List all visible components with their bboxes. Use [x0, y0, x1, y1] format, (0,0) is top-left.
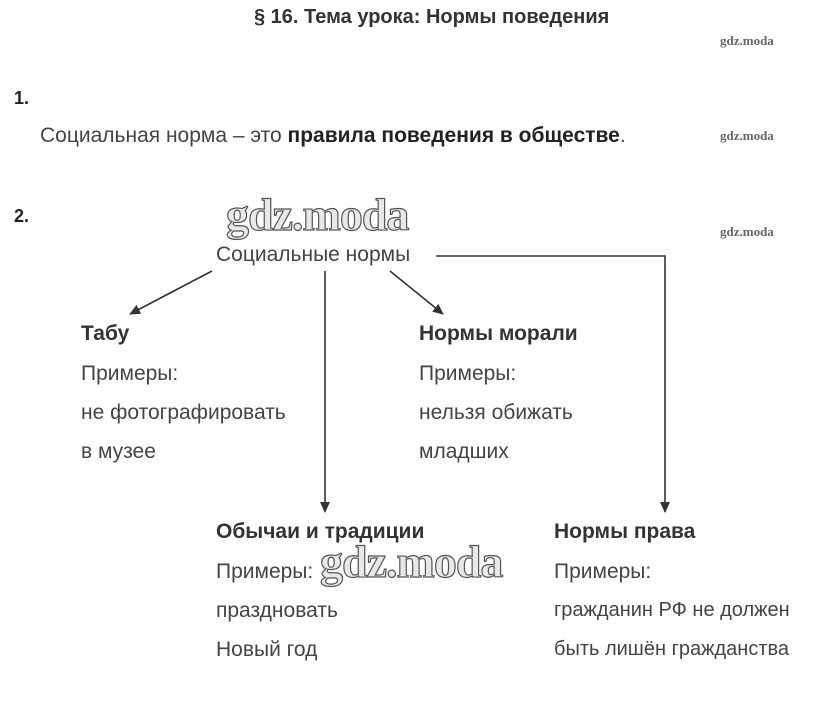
diagram-root: Социальные нормы — [216, 243, 411, 266]
definition-lead: Социальная норма – это — [40, 124, 288, 147]
branch-heading-tabu: Табу — [81, 322, 130, 345]
branch-example-line: младших — [419, 440, 509, 463]
definition-end: . — [619, 124, 626, 147]
branch-example-line: в музее — [81, 440, 156, 463]
branch-example-line: Новый год — [216, 638, 318, 661]
page-title: § 16. Тема урока: Нормы поведения — [254, 6, 610, 28]
watermark-large: gdz.moda — [226, 189, 409, 240]
definition-bold: правила поведения в обществе — [287, 124, 620, 147]
watermark: gdz.moda — [720, 33, 774, 48]
branch-example-line: не фотографировать — [81, 401, 286, 424]
branch-examples-label: Примеры: — [81, 362, 179, 385]
arrow-to-morals — [390, 271, 443, 314]
watermark: gdz.moda — [720, 128, 774, 143]
watermark-large: gdz.moda — [320, 536, 503, 587]
task-number: 2. — [14, 206, 30, 226]
branch-examples-label: Примеры: — [554, 560, 652, 583]
branch-example-line: быть лишён гражданства — [554, 638, 790, 660]
branch-examples-label: Примеры: — [419, 362, 517, 385]
arrow-to-tabu — [130, 271, 212, 314]
branch-heading-customs: Обычаи и традиции — [216, 520, 425, 543]
watermark: gdz.moda — [720, 224, 774, 239]
branch-heading-morals: Нормы морали — [419, 322, 578, 345]
branch-heading-law: Нормы права — [554, 520, 696, 543]
branch-example-line: гражданин РФ не должен — [554, 599, 790, 621]
branch-example-line: нельзя обижать — [419, 401, 573, 424]
branch-example-line: праздновать — [216, 599, 338, 622]
branch-examples-label: Примеры: — [216, 560, 314, 583]
task-number: 1. — [14, 88, 30, 108]
